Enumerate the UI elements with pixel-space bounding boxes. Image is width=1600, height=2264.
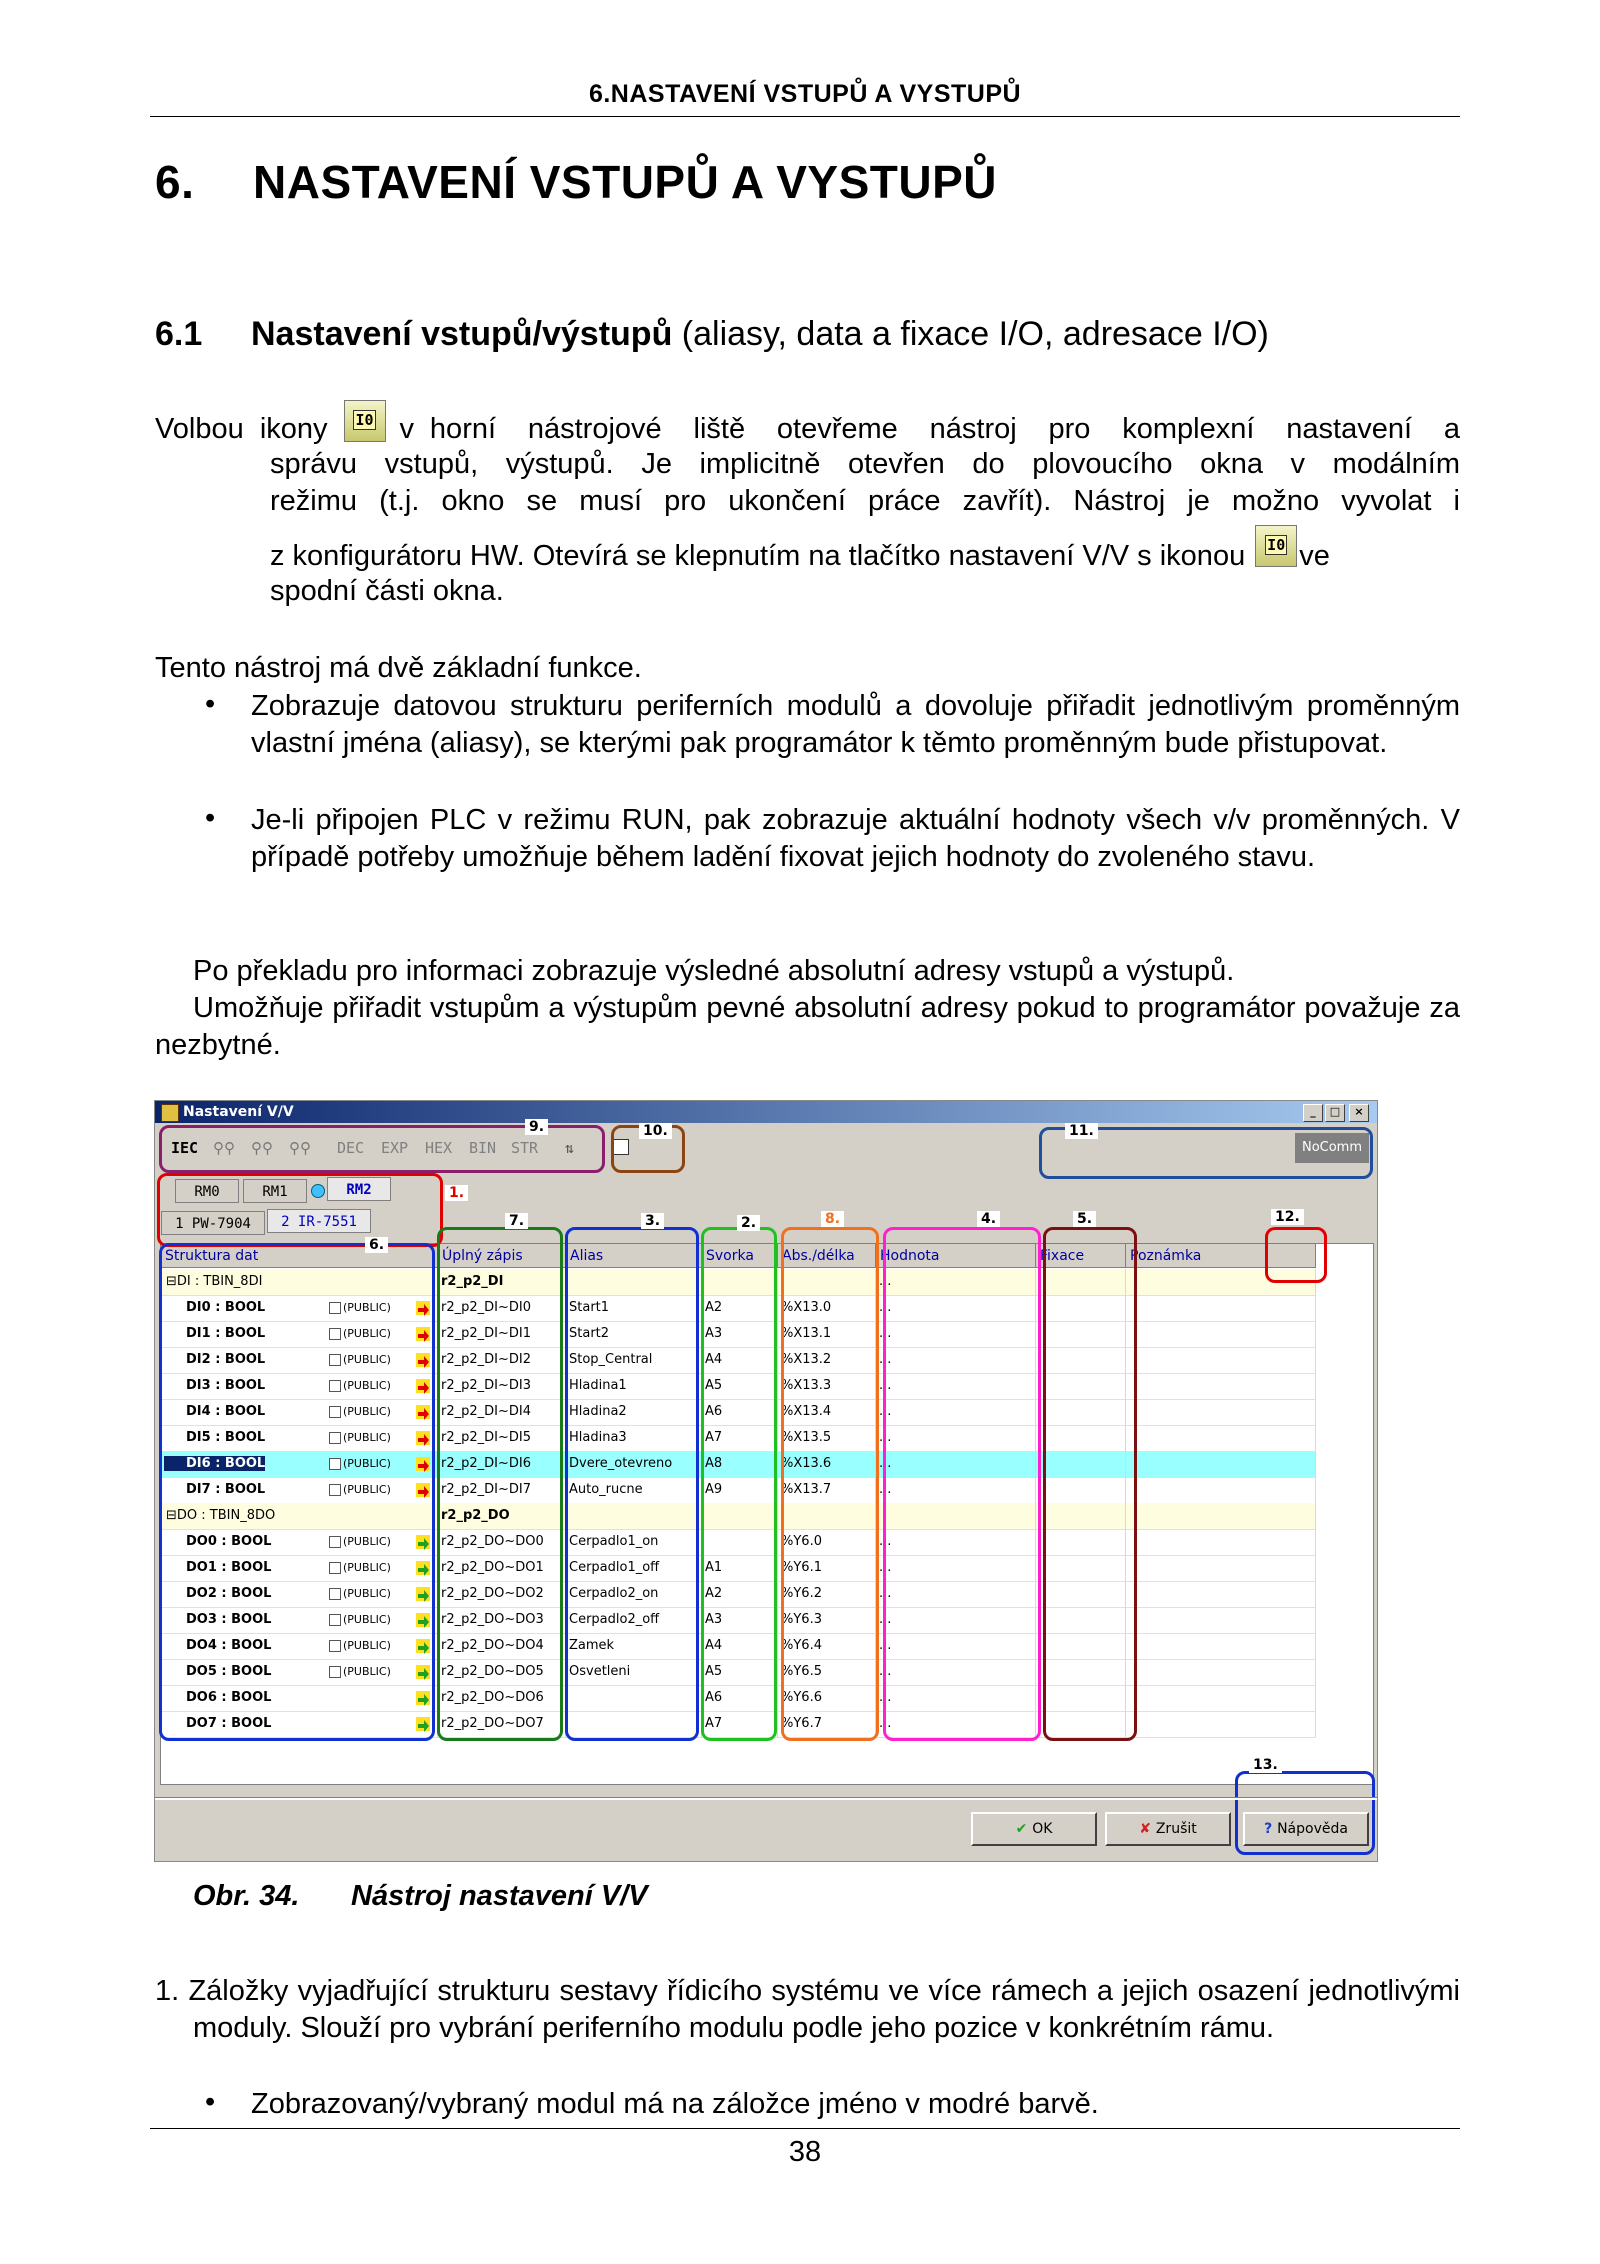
io-settings-icon-2: I0 — [1255, 525, 1297, 567]
list-bullet: Zobrazovaný/vybraný modul má na záložce jméno v modré barvě. — [251, 2088, 1099, 2120]
cell-svorka[interactable]: A4 — [702, 1347, 778, 1373]
public-checkbox[interactable]: (PUBLIC) — [329, 1347, 391, 1373]
check-icon: ✔ — [1015, 1821, 1033, 1837]
public-checkbox[interactable]: (PUBLIC) — [329, 1451, 391, 1477]
frame-label-7: 7. — [505, 1213, 528, 1229]
cell-pozn[interactable] — [1126, 1295, 1316, 1321]
running-header: 6.NASTAVENÍ VSTUPŮ A VYSTUPŮ — [588, 80, 1022, 108]
cell-abs[interactable]: %X13.4 — [778, 1399, 876, 1425]
section-number: 6.1 — [155, 315, 203, 353]
cell-full[interactable]: r2_p2_DO~DO2 — [438, 1581, 566, 1607]
bike-icon-2[interactable]: ⚲⚲ — [251, 1139, 273, 1157]
app-icon — [161, 1104, 179, 1122]
tree-node-label: DI7 : BOOL — [186, 1482, 266, 1497]
tab-rm2[interactable]: RM2 — [327, 1177, 391, 1201]
cell-hodnota[interactable]: ... — [876, 1321, 1036, 1347]
bullet-dot-2: • — [205, 802, 216, 834]
bike-icon-3[interactable]: ⚲⚲ — [289, 1139, 311, 1157]
window-titlebar — [155, 1101, 1377, 1123]
tree-node-label: DO6 : BOOL — [186, 1690, 272, 1705]
intro-line-1a: Volbou ikony — [155, 412, 328, 445]
tab-rm0[interactable]: RM0 — [175, 1179, 239, 1203]
cell-alias[interactable]: Hladina1 — [566, 1373, 702, 1399]
frame-5 — [1043, 1227, 1137, 1741]
tab-rm1[interactable]: RM1 — [243, 1179, 307, 1203]
dec-button[interactable]: DEC — [337, 1139, 365, 1157]
cell-abs[interactable]: %X13.0 — [778, 1295, 876, 1321]
cell-pozn[interactable] — [1126, 1399, 1316, 1425]
tree-node-label: DI6 : BOOL — [164, 1456, 265, 1471]
tree-node-label: DI1 : BOOL — [186, 1326, 266, 1341]
cell-full[interactable]: r2_p2_DI~DI3 — [438, 1373, 566, 1399]
tree-node-label: DI0 : BOOL — [186, 1300, 266, 1315]
help-icon: ? — [1264, 1821, 1278, 1837]
cell-full[interactable]: r2_p2_DI~DI7 — [438, 1477, 566, 1503]
cell-hodnota[interactable]: ... — [876, 1269, 1036, 1295]
cell-alias[interactable]: Hladina3 — [566, 1425, 702, 1451]
cell-svorka[interactable]: A9 — [702, 1477, 778, 1503]
maximize-button[interactable]: □ — [1325, 1104, 1345, 1122]
io-settings-window — [154, 1100, 1378, 1862]
cell-pozn[interactable] — [1126, 1503, 1316, 1529]
cell-alias[interactable]: Osvetleni — [566, 1659, 702, 1685]
section-title-rest: (aliasy, data a fixace I/O, adresace I/O) — [672, 315, 1269, 353]
cell-svorka[interactable]: A3 — [702, 1321, 778, 1347]
cell-abs[interactable]: %Y6.2 — [778, 1581, 876, 1607]
frame-label-6: 6. — [365, 1237, 388, 1253]
frame-6 — [159, 1243, 435, 1741]
cell-full[interactable]: r2_p2_DI~DI5 — [438, 1425, 566, 1451]
list-item-1: 1. Záložky vyjadřující strukturu sestavy řídicího systému ve více rámech a jejich osazení jednotlivými moduly. Slouží pro vybrání periferního modulu podle jeho pozice v konkrétním rámu. — [155, 1975, 1460, 2044]
cell-pozn[interactable] — [1126, 1633, 1316, 1659]
public-checkbox[interactable]: (PUBLIC) — [329, 1373, 391, 1399]
cell-alias[interactable]: Start2 — [566, 1321, 702, 1347]
cell-abs[interactable]: %Y6.0 — [778, 1529, 876, 1555]
cell-abs[interactable]: %X13.7 — [778, 1477, 876, 1503]
hex-button[interactable]: HEX — [425, 1139, 453, 1157]
cell-pozn[interactable] — [1126, 1711, 1316, 1737]
tree-node-label: ⊟DI : TBIN_8DI — [166, 1274, 263, 1289]
col-struktura[interactable]: Struktura dat — [161, 1244, 438, 1268]
tree-node-label: DO2 : BOOL — [186, 1586, 272, 1601]
tree-node-label: DO4 : BOOL — [186, 1638, 272, 1653]
col-svorka[interactable]: Svorka — [702, 1244, 778, 1268]
public-checkbox[interactable]: (PUBLIC) — [329, 1607, 391, 1633]
public-checkbox[interactable]: (PUBLIC) — [329, 1659, 391, 1685]
cell-full[interactable]: r2_p2_DO~DO7 — [438, 1711, 566, 1737]
cell-svorka[interactable]: A2 — [702, 1581, 778, 1607]
cell-pozn[interactable] — [1126, 1529, 1316, 1555]
caption-text: Nástroj nastavení V/V — [351, 1880, 648, 1912]
tree-node-label: DO1 : BOOL — [186, 1560, 272, 1575]
cell-hodnota[interactable]: ... — [876, 1555, 1036, 1581]
cell-alias[interactable]: Stop_Central — [566, 1347, 702, 1373]
ok-button[interactable]: ✔ OK — [971, 1812, 1097, 1846]
cell-pozn[interactable] — [1126, 1477, 1316, 1503]
paragraph-1: Po překladu pro informaci zobrazuje výsledné absolutní adresy vstupů a výstupů. — [193, 955, 1235, 987]
cell-pozn[interactable] — [1126, 1451, 1316, 1477]
frame-3 — [565, 1227, 699, 1741]
cell-hodnota[interactable]: ... — [876, 1477, 1036, 1503]
cell-alias[interactable]: Hladina2 — [566, 1399, 702, 1425]
cell-full[interactable]: r2_p2_DO~DO1 — [438, 1555, 566, 1581]
public-checkbox[interactable]: (PUBLIC) — [329, 1321, 391, 1347]
frame-label-2: 2. — [737, 1215, 760, 1231]
frame-2 — [701, 1227, 777, 1741]
cell-pozn[interactable] — [1126, 1321, 1316, 1347]
cell-pozn[interactable] — [1126, 1685, 1316, 1711]
chapter-title: NASTAVENÍ VSTUPŮ A VYSTUPŮ — [253, 156, 997, 208]
cell-full[interactable]: r2_p2_DI~DI1 — [438, 1321, 566, 1347]
bin-button[interactable]: BIN — [469, 1139, 497, 1157]
cell-hodnota[interactable]: ... — [876, 1685, 1036, 1711]
cell-pozn[interactable] — [1126, 1607, 1316, 1633]
close-button[interactable]: × — [1349, 1104, 1369, 1122]
col-alias[interactable]: Alias — [566, 1244, 702, 1268]
cell-svorka[interactable]: A1 — [702, 1555, 778, 1581]
cell-abs[interactable]: %Y6.7 — [778, 1711, 876, 1737]
cell-pozn[interactable] — [1126, 1425, 1316, 1451]
page-number: 38 — [788, 2136, 822, 2168]
tree-node-label: DI3 : BOOL — [186, 1378, 266, 1393]
cell-svorka[interactable]: A5 — [702, 1373, 778, 1399]
cell-pozn[interactable] — [1126, 1659, 1316, 1685]
intro-line-2: správu vstupů, výstupů. Je implicitně otevřen do plovoucího okna v modálním — [270, 448, 1460, 480]
cell-hodnota[interactable]: ... — [876, 1451, 1036, 1477]
cell-abs[interactable]: %X13.3 — [778, 1373, 876, 1399]
frame-label-4: 4. — [977, 1211, 1000, 1227]
cell-full[interactable]: r2_p2_DO~DO0 — [438, 1529, 566, 1555]
caption-number: Obr. 34. — [193, 1880, 300, 1912]
tree-node-label: DO7 : BOOL — [186, 1716, 272, 1731]
col-poznamka[interactable]: Poznámka — [1126, 1244, 1316, 1268]
str-button[interactable]: STR — [511, 1139, 539, 1157]
cell-svorka[interactable]: A8 — [702, 1451, 778, 1477]
cell-alias[interactable]: Cerpadlo2_on — [566, 1581, 702, 1607]
tree-node-label: DO5 : BOOL — [186, 1664, 272, 1679]
cell-hodnota[interactable]: ... — [876, 1633, 1036, 1659]
public-checkbox[interactable]: (PUBLIC) — [329, 1399, 391, 1425]
frame-label-9: 9. — [525, 1119, 548, 1135]
intro-line-4 — [270, 535, 1460, 577]
frame-7 — [437, 1227, 563, 1741]
chapter-number: 6. — [155, 156, 195, 208]
intro-line-5: spodní části okna. — [270, 575, 504, 607]
cell-hodnota[interactable]: ... — [876, 1581, 1036, 1607]
footer-rule — [150, 2128, 1460, 2129]
cell-hodnota[interactable]: ... — [876, 1399, 1036, 1425]
cell-hodnota[interactable]: ... — [876, 1659, 1036, 1685]
minimize-button[interactable]: _ — [1303, 1104, 1323, 1122]
cell-full[interactable]: r2_p2_DI~DI2 — [438, 1347, 566, 1373]
frame-4 — [883, 1227, 1041, 1741]
cell-abs[interactable]: %X13.2 — [778, 1347, 876, 1373]
exp-button[interactable]: EXP — [381, 1139, 409, 1157]
sort-icon[interactable]: ⇅ — [565, 1139, 575, 1157]
help-button[interactable]: ? Nápověda — [1243, 1812, 1369, 1846]
frame-label-11: 11. — [1065, 1123, 1098, 1139]
frame-label-1: 1. — [445, 1185, 468, 1201]
bike-icon-1[interactable]: ⚲⚲ — [213, 1139, 235, 1157]
cell-hodnota[interactable]: ... — [876, 1295, 1036, 1321]
cell-alias[interactable]: Dvere_otevreno — [566, 1451, 702, 1477]
public-checkbox[interactable]: (PUBLIC) — [329, 1295, 391, 1321]
public-checkbox[interactable]: (PUBLIC) — [329, 1555, 391, 1581]
io-settings-icon: I0 — [344, 400, 386, 442]
cell-alias[interactable]: Cerpadlo1_on — [566, 1529, 702, 1555]
cell-abs[interactable]: %Y6.1 — [778, 1555, 876, 1581]
cell-hodnota[interactable]: ... — [876, 1373, 1036, 1399]
cell-svorka[interactable]: A6 — [702, 1685, 778, 1711]
cell-svorka[interactable]: A5 — [702, 1659, 778, 1685]
cell-full[interactable]: r2_p2_DI~DI6 — [438, 1451, 566, 1477]
bullet-dot-1: • — [205, 688, 216, 720]
frame-label-13: 13. — [1249, 1757, 1282, 1773]
chapter-heading — [155, 155, 997, 209]
nocomm-status: NoComm — [1295, 1133, 1369, 1163]
cell-alias[interactable]: Cerpadlo2_off — [566, 1607, 702, 1633]
tree-node-label: DI4 : BOOL — [186, 1404, 266, 1419]
function-bullet-1: Zobrazuje datovou strukturu periferních modulů a dovoluje přiřadit jednotlivým proměnným vlastní jména (aliasy), se kterými pak programátor k těmto proměnným bude přistupovat. — [251, 690, 1460, 759]
frame-label-5: 5. — [1073, 1211, 1096, 1227]
cell-svorka[interactable]: A6 — [702, 1399, 778, 1425]
frame-label-3: 3. — [641, 1213, 664, 1229]
cell-full[interactable]: r2_p2_DI~DI4 — [438, 1399, 566, 1425]
intro-line-4a: z konfigurátoru HW. Otevírá se klepnutím na tlačítko nastavení V/V s ikonou — [270, 539, 1246, 572]
cell-alias[interactable]: Start1 — [566, 1295, 702, 1321]
iec-button[interactable]: IEC — [171, 1139, 199, 1157]
frame-1 — [157, 1173, 443, 1247]
frame-12 — [1265, 1227, 1327, 1283]
function-bullet-2: Je-li připojen PLC v režimu RUN, pak zobrazuje aktuální hodnoty všech v/v proměnných. V případě potřeby umožňuje během ladění fixovat jejich hodnoty do zvoleného stavu. — [251, 804, 1460, 873]
paragraph-2: Umožňuje přiřadit vstupům a výstupům pevné absolutní adresy pokud to programátor považuje za nezbytné. — [155, 992, 1460, 1061]
cell-abs[interactable]: %X13.6 — [778, 1451, 876, 1477]
tab-module-1[interactable]: 1 PW-7904 — [161, 1211, 265, 1235]
cell-svorka[interactable]: A7 — [702, 1425, 778, 1451]
cross-icon: ✘ — [1139, 1821, 1156, 1837]
frame-label-8: 8. — [821, 1211, 844, 1227]
cell-full[interactable]: r2_p2_DO~DO4 — [438, 1633, 566, 1659]
tree-node-label: DI5 : BOOL — [186, 1430, 266, 1445]
section-title-bold: Nastavení vstupů/výstupů — [251, 315, 673, 353]
cell-hodnota[interactable]: ... — [876, 1529, 1036, 1555]
intro-line-3: režimu (t.j. okno se musí pro ukončení práce zavřít). Nástroj je možno vyvolat i — [270, 485, 1460, 517]
public-checkbox[interactable]: (PUBLIC) — [329, 1529, 391, 1555]
cell-full[interactable]: r2_p2_DO~DO6 — [438, 1685, 566, 1711]
col-hodnota[interactable]: Hodnota — [876, 1244, 1036, 1268]
frame-label-12: 12. — [1271, 1209, 1304, 1225]
cell-pozn[interactable] — [1126, 1347, 1316, 1373]
col-fixace[interactable]: Fixace — [1036, 1244, 1126, 1268]
section-heading — [155, 315, 1269, 354]
cell-pozn[interactable] — [1126, 1373, 1316, 1399]
cell-hodnota[interactable]: ... — [876, 1347, 1036, 1373]
cell-hodnota[interactable]: ... — [876, 1711, 1036, 1737]
cell-abs[interactable]: %X13.5 — [778, 1425, 876, 1451]
cell-full[interactable]: r2_p2_DI~DI0 — [438, 1295, 566, 1321]
cell-svorka[interactable]: A3 — [702, 1607, 778, 1633]
header-rule — [150, 116, 1460, 117]
cell-abs[interactable]: %X13.1 — [778, 1321, 876, 1347]
cell-hodnota[interactable]: ... — [876, 1607, 1036, 1633]
col-uplny-zapis[interactable]: Úplný zápis — [438, 1244, 566, 1268]
cell-alias[interactable]: Auto_rucne — [566, 1477, 702, 1503]
window-title: Nastavení V/V — [183, 1104, 294, 1120]
cell-svorka[interactable]: A7 — [702, 1711, 778, 1737]
intro-line-4b: ve — [1299, 539, 1330, 572]
frame-8 — [781, 1227, 879, 1741]
tree-node-label: DO0 : BOOL — [186, 1534, 272, 1549]
footer-separator — [155, 1797, 1377, 1800]
tab-module-2[interactable]: 2 IR-7551 — [267, 1209, 371, 1233]
cell-full[interactable]: r2_p2_DO~DO3 — [438, 1607, 566, 1633]
cell-svorka[interactable]: A2 — [702, 1295, 778, 1321]
tree-node-label: DI2 : BOOL — [186, 1352, 266, 1367]
frame-label-10: 10. — [639, 1123, 672, 1139]
intro-line-1 — [155, 408, 1460, 450]
cell-full[interactable]: r2_p2_DO — [438, 1503, 566, 1529]
public-checkbox[interactable]: (PUBLIC) — [329, 1581, 391, 1607]
cell-abs[interactable]: %Y6.3 — [778, 1607, 876, 1633]
cancel-button[interactable]: ✘ Zrušit — [1105, 1812, 1231, 1846]
functions-lead: Tento nástroj má dvě základní funkce. — [155, 652, 642, 684]
public-checkbox[interactable]: (PUBLIC) — [329, 1633, 391, 1659]
intro-line-1b: v horní nástrojové liště otevřeme nástroj pro komplexní nastavení a — [399, 412, 1460, 445]
public-checkbox[interactable]: (PUBLIC) — [329, 1425, 391, 1451]
cell-pozn[interactable] — [1126, 1555, 1316, 1581]
cell-abs[interactable]: %Y6.4 — [778, 1633, 876, 1659]
cell-svorka[interactable]: A4 — [702, 1633, 778, 1659]
tree-node-label: DO3 : BOOL — [186, 1612, 272, 1627]
tree-node-label: ⊟DO : TBIN_8DO — [166, 1508, 276, 1523]
cell-alias[interactable]: Cerpadlo1_off — [566, 1555, 702, 1581]
figure-caption — [193, 1880, 648, 1913]
cell-full[interactable]: r2_p2_DO~DO5 — [438, 1659, 566, 1685]
public-checkbox[interactable]: (PUBLIC) — [329, 1477, 391, 1503]
bullet-dot-3: • — [205, 2086, 216, 2118]
cell-alias[interactable]: Zamek — [566, 1633, 702, 1659]
cell-pozn[interactable] — [1126, 1581, 1316, 1607]
cell-full[interactable]: r2_p2_DI — [438, 1269, 566, 1295]
cell-abs[interactable]: %Y6.5 — [778, 1659, 876, 1685]
cell-hodnota[interactable]: ... — [876, 1425, 1036, 1451]
cell-abs[interactable]: %Y6.6 — [778, 1685, 876, 1711]
col-abs-delka[interactable]: Abs./délka — [778, 1244, 876, 1268]
